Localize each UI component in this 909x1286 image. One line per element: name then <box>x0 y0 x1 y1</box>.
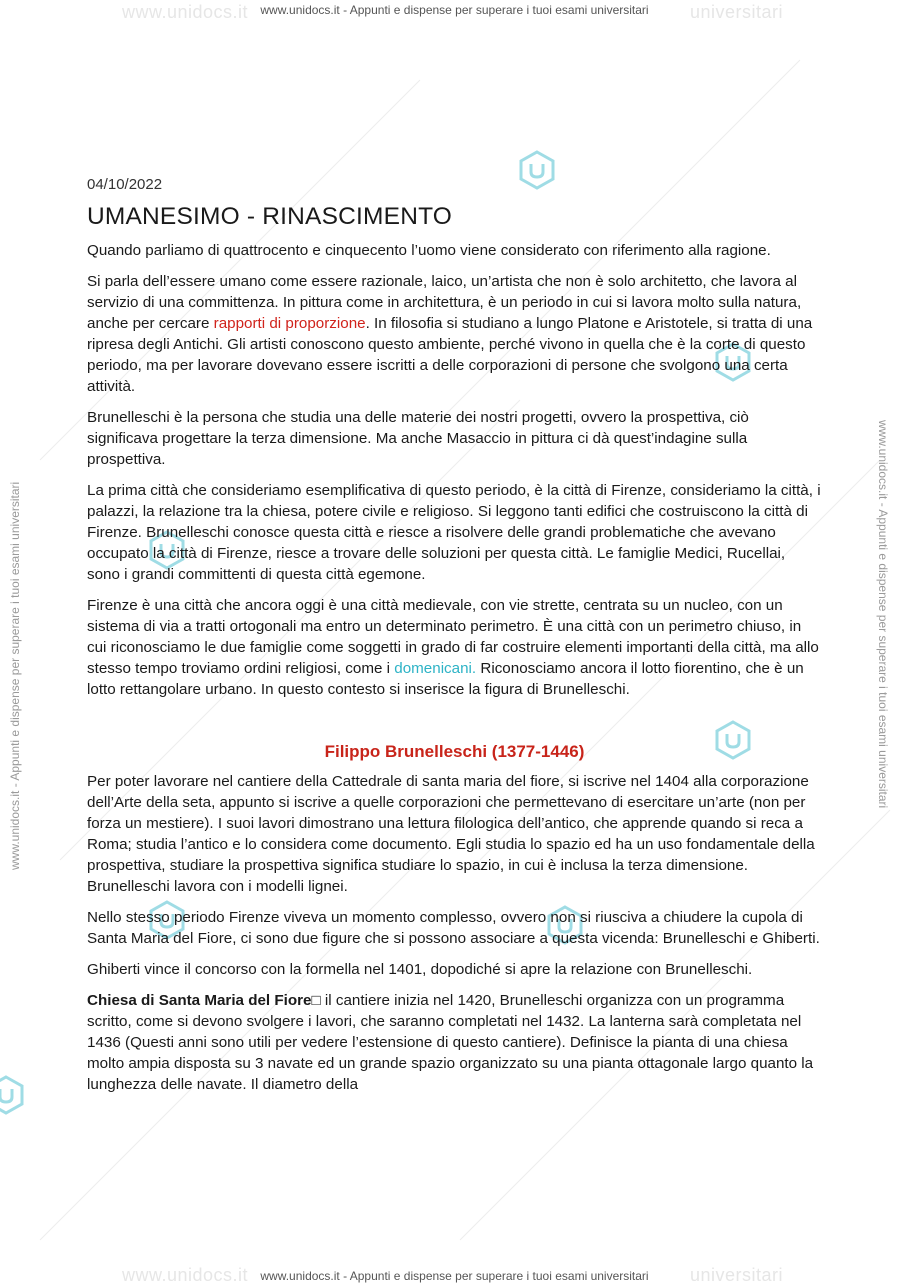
highlight-proportions: rapporti di proporzione <box>213 315 366 332</box>
paragraph-text: . In filosofia si studiano a lungo Platone e Aristotele, si tratta di una ripresa degli Antichi. Gli artisti conoscono questo ambiente, perché vivono in quella che è la corte di questo periodo, ma per lavorare dovevano essere iscritti a delle corporazioni di persone che svolgono una certa attività. <box>87 315 813 395</box>
watermark-logo-icon <box>0 1075 26 1115</box>
paragraph-humanism <box>87 271 822 397</box>
paragraph-text: Firenze è una città che ancora oggi è una città medievale, con vie strette, centrata su un nucleo, con un sistema di via a tratti ortogonali ma entro un determinato perimetro. È una città con un perimetro chiuso, in cui riconosciamo le due famiglie come soggetti in grado di far costruire elementi importanti della città, ma allo stesso tempo troviamo ordini religiosi, come i <box>87 597 819 677</box>
left-side-watermark: www.unidocs.it - Appunti e dispense per superare i tuoi esami universitari <box>8 481 22 870</box>
ghost-watermark-top-right: universitari <box>690 2 784 22</box>
paragraph-text: il cantiere inizia nel 1420, Brunelleschi organizza con un programma scritto, come si devono svolgere i lavori, che saranno completati nel 1432. La lanterna sarà completata nel 1436 (Questi anni sono utili per vedere l’estensione di questo cantiere). Definisce la pianta di una chiesa molto ampia disposta su 3 navate ed un grande spazio organizzato su una pianta ottagonale largo quanto la lunghezza delle navate. Il diametro della <box>87 992 814 1093</box>
paragraph-florence: La prima città che consideriamo esemplificativa di questo periodo, è la città di Firenze, consideriamo la città, i palazzi, la relazione tra la chiesa, potere civile e religioso. Si leggono tanti edifici che costruiscono la città di Firenze. Brunelleschi conosce questa città e riesce a risolvere delle grandi problematiche che avevano occupato la città di Firenze, riesce a trovare delle soluzioni per questa città. Le famiglie Medici, Rucellai, sono i grandi committenti di questa città egemone. <box>87 482 821 583</box>
paragraph-florence-medieval <box>87 595 822 700</box>
header-watermark: www.unidocs.it - Appunti e dispense per superare i tuoi esami universitari <box>260 3 649 17</box>
document-body <box>87 174 822 1105</box>
document-date: 04/10/2022 <box>87 176 163 193</box>
paragraph-intro: Quando parliamo di quattrocento e cinquecento l’uomo viene considerato con riferimento alla ragione. <box>87 242 771 259</box>
paragraph-text: Si parla dell’essere umano come essere razionale, laico, un’artista che non è solo architetto, che lavora al servizio di una committenza. In pittura come in architettura, è un periodo in cui si lavora molto sulla natura, anche per cercare <box>87 273 802 332</box>
paragraph-ghiberti: Ghiberti vince il concorso con la formella nel 1401, dopodiché si apre la relazione con Brunelleschi. <box>87 961 753 978</box>
highlight-dominicans: domenicani. <box>394 660 477 677</box>
right-side-watermark: www.unidocs.it - Appunti e dispense per superare i tuoi esami universitari <box>876 420 890 809</box>
paragraph-brunelleschi-perspective: Brunelleschi è la persona che studia una delle materie dei nostri progetti, ovvero la prospettiva, ciò significava progettare la terza dimensione. Ma anche Masaccio in pittura ci dà quest’indagine sulla prospettiva. <box>87 409 749 468</box>
paragraph-santa-maria-del-fiore <box>87 990 822 1095</box>
paragraph-arte-della-seta: Per poter lavorare nel cantiere della Cattedrale di santa maria del fiore, si iscrive nel 1404 alla corporazione dell’Arte della seta, appunto si iscrive a quelle corporazioni che permettevano di esercitare un’arte (non per forza un mestiere). I suoi lavori dimostrano una lettura filologica dell’antico, che apprende quando si reca a Roma; studia l’antico e lo considera come documento. Egli studia lo spazio ed ha un uso fondamentale della prospettiva, studiare la prospettiva significa studiare lo spazio, in cui è inclusa la terza dimensione. Brunelleschi lavora con i modelli lignei. <box>87 773 815 895</box>
footer-watermark: www.unidocs.it - Appunti e dispense per superare i tuoi esami universitari <box>260 1269 649 1283</box>
ghost-watermark-bottom-right: universitari <box>690 1265 784 1285</box>
ghost-watermark-bottom-left: www.unidocs.it <box>122 1265 249 1285</box>
bold-heading: Chiesa di Santa Maria del Fiore□ <box>87 992 321 1009</box>
document-title: UMANESIMO - RINASCIMENTO <box>87 203 453 230</box>
section-title: Filippo Brunelleschi (1377-1446) <box>324 742 585 761</box>
paragraph-cupola: Nello stesso periodo Firenze viveva un momento complesso, ovvero non si riusciva a chiudere la cupola di Santa Maria del Fiore, ci sono due figure che si possono associare a questa vicenda: Brunelleschi e Ghiberti. <box>87 909 820 947</box>
ghost-watermark-top-left: www.unidocs.it <box>122 2 249 22</box>
paragraph-text: Riconosciamo ancora il lotto fiorentino, che è un lotto rettangolare urbano. In questo contesto si inserisce la figura di Brunelleschi. <box>87 660 804 698</box>
